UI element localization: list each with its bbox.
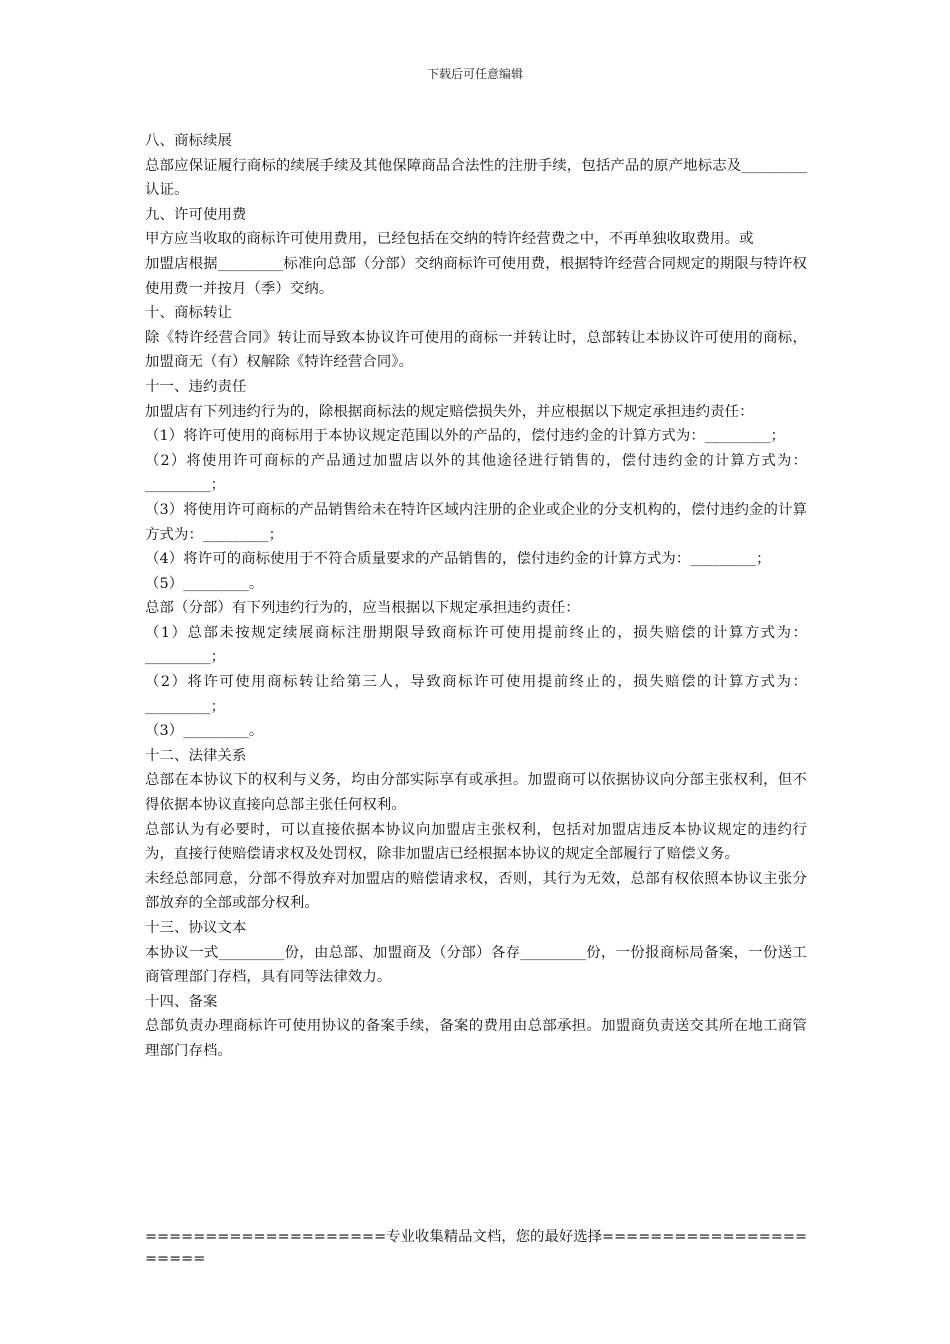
list-item: （2）将使用许可商标的产品通过加盟店以外的其他途径进行销售的，偿付违约金的计算方式为：_________； [145, 452, 807, 494]
paragraph: 总部在本协议下的权利与义务，均由分部实际享有或承担。加盟商可以依据协议向分部主张权利，但不得依据本协议直接向总部主张任何权利。 [145, 772, 807, 814]
page-footer: ====================专业收集精品文档，您的最好选择====================== [145, 1229, 807, 1267]
paragraph: 加盟店有下列违约行为的，除根据商标法的规定赔偿损失外，并应根据以下规定承担违约责任： [145, 403, 754, 420]
paragraph: 甲方应当收取的商标许可使用费用，已经包括在交纳的特许经营费之中，不再单独收取费用。或 [145, 231, 754, 248]
list-item: （4）将许可的商标使用于不符合质量要求的产品销售的，偿付违约金的计算方式为：_________； [145, 551, 771, 568]
list-item: （1）将许可使用的商标用于本协议规定范围以外的产品的，偿付违约金的计算方式为：_________； [145, 428, 786, 445]
section-heading: 十二、法律关系 [145, 747, 247, 764]
section-heading: 八、商标续展 [145, 133, 232, 149]
paragraph: 总部认为有必要时，可以直接依据本协议向加盟店主张权利，包括对加盟店违反本协议规定的违约行为，直接行使赔偿请求权及处罚权，除非加盟店已经根据本协议的规定全部履行了赔偿义务。 [145, 821, 807, 863]
paragraph: 总部应保证履行商标的续展手续及其他保障商品合法性的注册手续，包括产品的原产地标志及_________认证。 [145, 157, 807, 199]
paragraph: 除《特许经营合同》转让而导致本协议许可使用的商标一并转让时，总部转让本协议许可使用的商标，加盟商无（有）权解除《特许经营合同》。 [145, 329, 807, 371]
section-heading: 十、商标转让 [145, 305, 232, 322]
list-item: （3）将使用许可商标的产品销售给未在特许区域内注册的企业或企业的分支机构的，偿付违约金的计算方式为：_________； [145, 501, 807, 543]
section-heading: 十四、备案 [145, 993, 218, 1010]
list-item: （2）将许可使用商标转让给第三人，导致商标许可使用提前终止的，损失赔偿的计算方式为：_________； [145, 674, 807, 715]
page-header: 下载后可任意编辑 [426, 67, 523, 81]
list-item: （3）_________。 [145, 723, 264, 740]
paragraph: 总部（分部）有下列违约行为的，应当根据以下规定承担违约责任： [145, 600, 580, 617]
paragraph: 本协议一式_________份，由总部、加盟商及（分部）各存_________份，一份报商标局备案，一份送工商管理部门存档，具有同等法律效力。 [145, 944, 807, 986]
list-item: （5）_________。 [145, 575, 264, 592]
section-heading: 十一、违约责任 [145, 378, 247, 395]
section-heading: 十三、协议文本 [145, 920, 247, 936]
paragraph: 总部负责办理商标许可使用协议的备案手续，备案的费用由总部承担。加盟商负责送交其所在地工商管理部门存档。 [145, 1018, 807, 1059]
list-item: （1）总部未按规定续展商标注册期限导致商标许可使用提前终止的，损失赔偿的计算方式为：_________； [145, 624, 807, 666]
document-body [145, 129, 807, 1064]
section-heading: 九、许可使用费 [145, 206, 247, 223]
paragraph: 未经总部同意，分部不得放弃对加盟店的赔偿请求权，否则，其行为无效，总部有权依照本协议主张分部放弃的全部或部分权利。 [145, 870, 807, 912]
paragraph: 加盟店根据_________标准向总部（分部）交纳商标许可使用费，根据特许经营合同规定的期限与特许权使用费一并按月（季）交纳。 [145, 255, 807, 297]
